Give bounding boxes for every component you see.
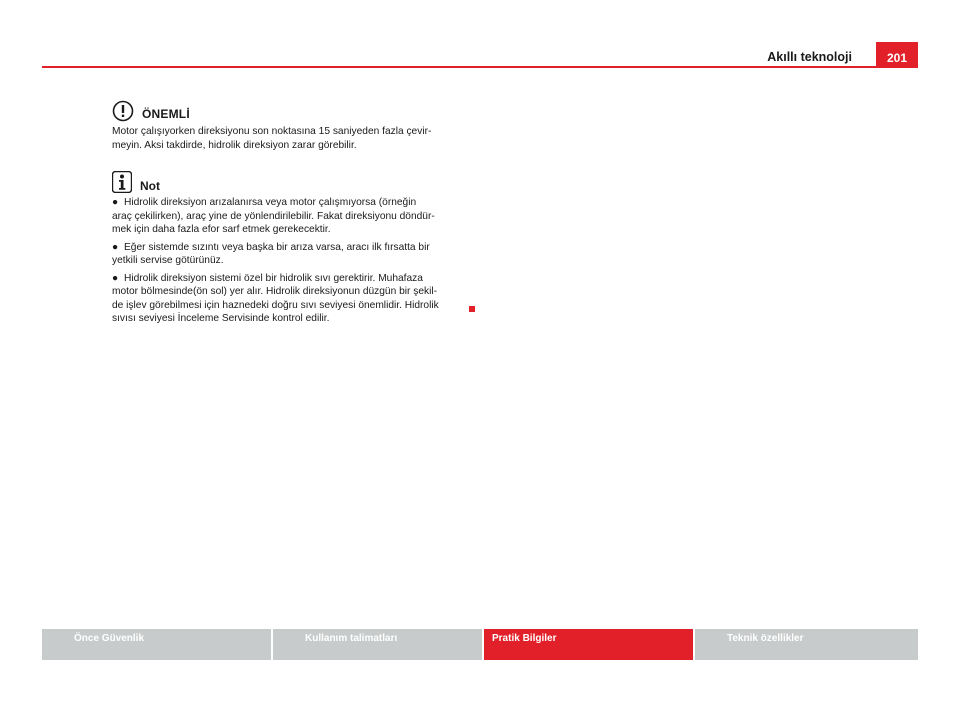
footer-tabs — [42, 629, 918, 660]
bullet-line: mek için daha fazla efor sarf etmek gerekecektir. — [112, 224, 331, 235]
note-bullet — [112, 272, 472, 326]
note-heading — [112, 170, 472, 194]
tab-operating-instructions[interactable]: Kullanım talimatları — [273, 629, 482, 660]
important-line: Motor çalışıyorken direksiyonu son noktasına 15 saniyeden fazla çevir- — [112, 126, 432, 137]
bullet-dot: ● — [112, 272, 119, 284]
bullet-line: Hidrolik direksiyon arızalanırsa veya motor çalışmıyorsa (örneğin — [124, 197, 417, 208]
note-bullet — [112, 241, 472, 268]
bullet-line: de işlev görebilmesi için haznedeki doğru sıvı seviyesi önemlidir. Hidrolik — [112, 299, 439, 311]
tab-practical-info[interactable]: Pratik Bilgiler — [484, 629, 693, 660]
bullet-line: araç çekilirken), araç yine de yönlendirilebilir. Fakat direksiyonu döndür- — [112, 210, 435, 222]
note-bullet — [112, 196, 472, 237]
header-rule — [42, 66, 918, 68]
page-title: Akıllı teknoloji — [767, 50, 852, 64]
tab-safety[interactable]: Önce Güvenlik — [42, 629, 271, 660]
info-icon — [112, 171, 132, 193]
important-line: meyin. Aksi takdirde, hidrolik direksiyon zarar görebilir. — [112, 139, 357, 151]
bullet-dot: ● — [112, 241, 119, 253]
bullet-line: motor bölmesinde(ön sol) yer alır. Hidrolik direksiyonun düzgün bir şekil- — [112, 286, 438, 297]
bullet-line: yetkili servise götürünüz. — [112, 255, 224, 266]
bullet-line: Eğer sistemde sızıntı veya başka bir arıza varsa, aracı ilk fırsatta bir — [124, 241, 430, 253]
important-text — [112, 125, 472, 152]
note-title: Not — [140, 179, 160, 193]
section-end-marker — [469, 306, 475, 312]
exclamation-circle-icon — [112, 100, 134, 122]
tab-technical-specs[interactable]: Teknik özellikler — [695, 629, 918, 660]
page-number: 201 — [876, 42, 918, 67]
content-column — [112, 100, 472, 330]
important-heading — [112, 100, 472, 122]
bullet-dot: ● — [112, 197, 119, 208]
bullet-line: sıvısı seviyesi İnceleme Servisinde kontrol edilir. — [112, 313, 330, 324]
important-title: ÖNEMLİ — [142, 107, 190, 121]
bullet-line: Hidrolik direksiyon sistemi özel bir hidrolik sıvı gerektirir. Muhafaza — [124, 272, 423, 284]
